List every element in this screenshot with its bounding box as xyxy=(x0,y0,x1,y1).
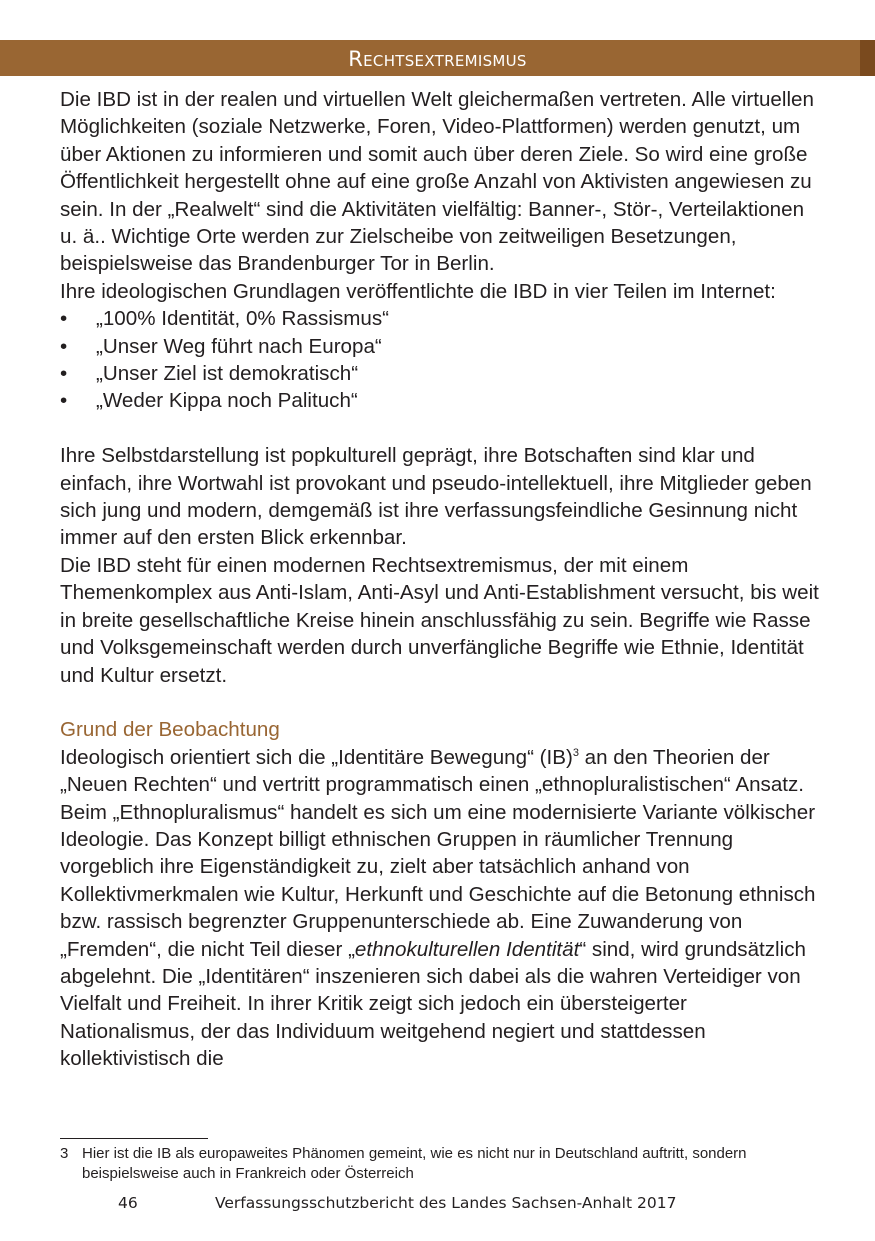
bullet-dot: • xyxy=(60,389,68,413)
reason-text-part3: “ sind, wird grundsätzlich abgelehnt. Die „Identitären“ inszenieren sich dabei als die wahren Verteidiger von Vielfalt und Freiheit. In ihrer Kritik zeigt sich jedoch ein übersteigerter Nationalismus, der das Individuum weitgehend negiert und stattdessen kollektivistisch die xyxy=(60,937,806,1071)
list-item xyxy=(60,360,820,387)
page-number: 46 xyxy=(118,1194,138,1212)
paragraph-intro: Die IBD ist in der realen und virtuellen Welt gleichermaßen vertreten. Alle virtuellen Möglichkeiten (soziale Netzwerke, Foren, Video-Plattformen) werden genutzt, um über Aktionen zu informieren und somit auch über deren Ziele. So wird eine große Öffentlichkeit hergestellt ohne auf eine große Anzahl von Aktivisten angewiesen zu sein. In der „Realwelt“ sind die Aktivitäten vielfältig: Banner-, Stör-, Verteilaktionen u. ä.. Wichtige Orte werden zur Zielscheibe von zeitweiligen Besetzungen, beispielsweise das Brandenburger Tor in Berlin. xyxy=(60,88,814,276)
bullet-dot: • xyxy=(60,362,68,386)
list-item-text: „Unser Ziel ist demokratisch“ xyxy=(96,362,359,386)
paragraph-reason xyxy=(60,744,820,1073)
running-header-title: Rechtsextremismus xyxy=(348,47,527,71)
list-item xyxy=(60,305,820,332)
spacer xyxy=(60,689,820,716)
italic-open-quote: „ xyxy=(348,937,355,961)
bullet-dot: • xyxy=(60,334,68,358)
footnote-number: 3 xyxy=(60,1145,69,1162)
list-item-text: „100% Identität, 0% Rassismus“ xyxy=(96,307,390,331)
list-item-text: „Weder Kippa noch Palituch“ xyxy=(96,389,358,413)
footnote-divider xyxy=(60,1138,208,1139)
footnote xyxy=(60,1144,820,1184)
paragraph-self-image: Ihre Selbstdarstellung ist popkulturell geprägt, ihre Botschaften sind klar und einfach, ihre Wortwahl ist provokant und pseudo-intellektuell, ihre Mitglieder geben sich jung und modern, demgemäß ist ihre verfassungsfeindliche Gesinnung nicht immer auf den ersten Blick erkennbar. xyxy=(60,444,812,550)
main-text xyxy=(60,86,820,1073)
ideology-list xyxy=(60,305,820,415)
reason-text-part1: Ideologisch orientiert sich die „Identitäre Bewegung“ (IB) xyxy=(60,745,573,769)
list-item xyxy=(60,333,820,360)
paragraph-modern-extremism: Die IBD steht für einen modernen Rechtsextremismus, der mit einem Themenkomplex aus Anti-Islam, Anti-Asyl und Anti-Establishment versucht, bis weit in breite gesellschaftliche Kreise hinein anschlussfähig zu sein. Begriffe wie Rasse und Volksgemeinschaft werden durch unverfängliche Begriffe wie Ethnie, Identität und Kultur ersetzt. xyxy=(60,553,819,687)
paragraph-ideology-intro: Ihre ideologischen Grundlagen veröffentlichte die IBD in vier Teilen im Internet: xyxy=(60,279,776,303)
list-item xyxy=(60,387,820,414)
publication-title: Verfassungsschutzbericht des Landes Sachsen-Anhalt 2017 xyxy=(215,1194,677,1212)
reason-text-part2: an den Theorien der „Neuen Rechten“ und vertritt programmatisch einen „ethnopluralistischen“ Ansatz. Beim „Ethnopluralismus“ handelt es sich um eine modernisierte Variante völkischer Ideologie. Das Konzept billigt ethnischen Gruppen in räumlicher Trennung vorgeblich ihre Eigenständigkeit zu, zielt aber tatsächlich anhand von Kollektivmerkmalen wie Kultur, Herkunft und Geschichte auf die Betonung ethnisch bzw. rassisch begrenzter Gruppenunterschiede ab. Eine Zuwanderung von „Fremden“, die nicht Teil dieser xyxy=(60,745,816,961)
bullet-dot: • xyxy=(60,307,68,331)
reason-italic-term: ethnokulturellen Identität xyxy=(354,937,580,961)
spacer xyxy=(60,415,820,442)
list-item-text: „Unser Weg führt nach Europa“ xyxy=(96,334,382,358)
section-heading: Grund der Beobachtung xyxy=(60,718,280,742)
footnote-text: Hier ist die IB als europaweites Phänomen gemeint, wie es nicht nur in Deutschland auftritt, sondern beispielsweise auch in Frankreich oder Österreich xyxy=(82,1145,747,1182)
footnote-reference[interactable]: 3 xyxy=(572,746,579,759)
